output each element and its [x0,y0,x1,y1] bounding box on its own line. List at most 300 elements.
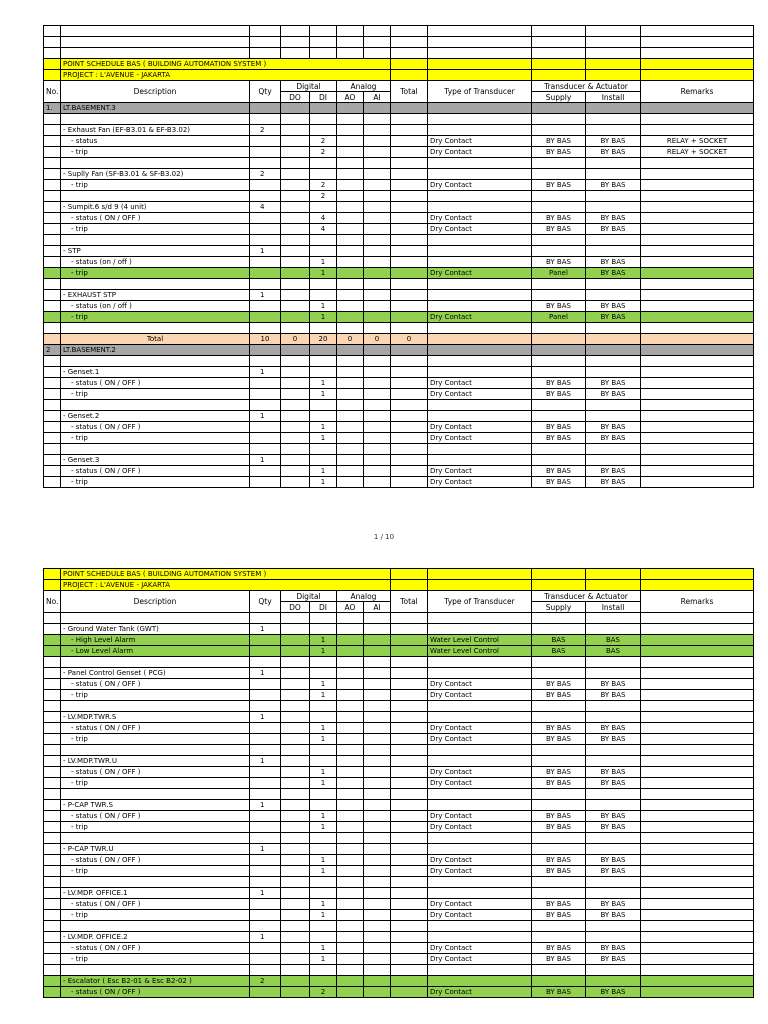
row-ai [364,811,391,822]
empty-cell [428,70,532,81]
row-transducer-type [428,411,532,422]
row-qty [250,213,281,224]
empty-cell [641,789,754,800]
row-qty [250,899,281,910]
row-install: BY BAS [586,987,641,998]
row-no [44,147,61,158]
empty-cell [428,37,532,48]
empty-cell [428,613,532,624]
row-do [281,378,310,389]
document-title: POINT SCHEDULE BAS ( BUILDING AUTOMATION SYSTEM ) [61,59,391,70]
row-description: - status ( ON / OFF ) [61,943,250,954]
empty-cell [641,657,754,668]
row-di: 2 [310,147,337,158]
row-supply: Panel [532,268,586,279]
row-ai [364,268,391,279]
row-ao [337,378,364,389]
row-ai [364,378,391,389]
row-supply: BY BAS [532,987,586,998]
blank-row [44,37,754,48]
row-description: - trip [61,268,250,279]
row-qty [250,723,281,734]
row-ai [364,723,391,734]
empty-cell [44,114,61,125]
table-row [44,822,754,833]
empty-cell [532,745,586,756]
empty-cell [61,114,250,125]
row-install [586,888,641,899]
empty-cell [281,613,310,624]
row-remarks [641,213,754,224]
table-row [44,191,754,202]
row-transducer-type: Dry Contact [428,855,532,866]
row-install: BY BAS [586,943,641,954]
row-remarks [641,888,754,899]
row-qty [250,301,281,312]
row-qty [250,147,281,158]
empty-cell [428,569,532,580]
row-no [44,679,61,690]
row-description: - Ground Water Tank (GWT) [61,624,250,635]
row-ai [364,987,391,998]
empty-cell [61,921,250,932]
total-row [44,334,754,345]
bas-point-schedule-page-2 [43,568,754,998]
row-description: - trip [61,734,250,745]
row-total [391,866,428,877]
row-do [281,866,310,877]
row-do [281,147,310,158]
row-supply [532,800,586,811]
row-ai [364,712,391,723]
empty-cell [44,877,61,888]
row-no [44,334,61,345]
row-transducer-type [428,246,532,257]
row-supply: BY BAS [532,954,586,965]
row-no [44,712,61,723]
row-ai [364,855,391,866]
empty-cell [250,613,281,624]
blank-row [44,613,754,624]
row-total [391,712,428,723]
empty-cell [364,37,391,48]
empty-cell [391,877,428,888]
blank-row [44,114,754,125]
row-ai [364,477,391,488]
empty-cell [61,444,250,455]
row-total [391,147,428,158]
row-di: 1 [310,943,337,954]
table-row [44,301,754,312]
row-no [44,389,61,400]
empty-cell [586,37,641,48]
row-transducer-type: Dry Contact [428,268,532,279]
row-remarks [641,635,754,646]
table-row [44,976,754,987]
row-no [44,932,61,943]
row-supply: BY BAS [532,690,586,701]
row-ao [337,888,364,899]
row-description: - LV.MDP.TWR.U [61,756,250,767]
blank-row [44,400,754,411]
row-supply: BY BAS [532,257,586,268]
empty-cell [337,657,364,668]
empty-cell [44,569,61,580]
table-row [44,844,754,855]
row-remarks [641,954,754,965]
row-do [281,125,310,136]
empty-cell [61,789,250,800]
row-transducer-type: Dry Contact [428,312,532,323]
row-supply: Panel [532,312,586,323]
row-transducer-type [428,668,532,679]
empty-cell [250,48,281,59]
col-qty: Qty [250,81,281,103]
row-ai [364,191,391,202]
row-install: BY BAS [586,679,641,690]
row-total [391,290,428,301]
row-ao [337,433,364,444]
row-install: BY BAS [586,257,641,268]
row-remarks [641,778,754,789]
row-do [281,712,310,723]
project-name: PROJECT : L'AVENUE - JAKARTA [61,580,391,591]
col-qty: Qty [250,591,281,613]
blank-row [44,789,754,800]
row-di: 1 [310,312,337,323]
table-row [44,943,754,954]
empty-cell [61,356,250,367]
row-total [391,389,428,400]
title-row [44,59,754,70]
row-ai [364,778,391,789]
row-qty [250,312,281,323]
row-no [44,422,61,433]
col-analog: Analog [337,591,391,602]
row-description: - trip [61,866,250,877]
row-do [281,910,310,921]
row-ao [337,147,364,158]
row-total [391,202,428,213]
empty-cell [61,48,250,59]
col-transducer-actuator: Transducer & Actuator [532,591,641,602]
row-install: BY BAS [586,433,641,444]
row-no [44,301,61,312]
empty-cell [44,701,61,712]
row-total [391,257,428,268]
row-install: BY BAS [586,389,641,400]
row-do [281,899,310,910]
row-qty: 1 [250,290,281,301]
row-description: - status ( ON / OFF ) [61,767,250,778]
row-ao [337,345,364,356]
row-description: - Genset.3 [61,455,250,466]
empty-cell [532,356,586,367]
row-do [281,888,310,899]
row-di: 20 [310,334,337,345]
row-supply: BY BAS [532,301,586,312]
row-qty [250,646,281,657]
row-no [44,910,61,921]
empty-cell [250,279,281,290]
empty-cell [532,279,586,290]
row-ai [364,312,391,323]
row-total [391,103,428,114]
row-install: BY BAS [586,301,641,312]
row-no [44,268,61,279]
row-total [391,411,428,422]
row-do [281,224,310,235]
row-do [281,954,310,965]
row-no [44,257,61,268]
table-row [44,147,754,158]
row-ai [364,976,391,987]
row-do [281,169,310,180]
row-total [391,224,428,235]
empty-cell [641,701,754,712]
row-total [391,125,428,136]
row-transducer-type [428,932,532,943]
empty-cell [310,37,337,48]
row-supply: BY BAS [532,389,586,400]
empty-cell [281,877,310,888]
empty-cell [391,26,428,37]
empty-cell [337,37,364,48]
empty-cell [641,613,754,624]
col-type: Type of Transducer [428,81,532,103]
row-no [44,466,61,477]
row-di [310,455,337,466]
row-ai [364,433,391,444]
empty-cell [391,70,428,81]
row-ai [364,910,391,921]
empty-cell [250,921,281,932]
empty-cell [428,921,532,932]
row-ao [337,954,364,965]
row-qty: 2 [250,169,281,180]
table-row [44,910,754,921]
row-ai [364,668,391,679]
row-remarks [641,767,754,778]
empty-cell [641,26,754,37]
row-ao [337,169,364,180]
row-transducer-type [428,257,532,268]
row-do [281,422,310,433]
row-description: - LV.MDP.TWR.S [61,712,250,723]
row-remarks [641,943,754,954]
empty-cell [532,70,586,81]
table-row [44,668,754,679]
row-qty: 1 [250,246,281,257]
row-supply: BAS [532,646,586,657]
row-install: BY BAS [586,477,641,488]
row-remarks [641,477,754,488]
row-remarks [641,466,754,477]
empty-cell [310,279,337,290]
empty-cell [364,279,391,290]
blank-row [44,26,754,37]
row-install: BY BAS [586,268,641,279]
row-total [391,213,428,224]
row-ai [364,213,391,224]
blank-row [44,444,754,455]
row-transducer-type: Dry Contact [428,734,532,745]
empty-cell [641,323,754,334]
row-description: - trip [61,312,250,323]
row-do [281,635,310,646]
table-row [44,646,754,657]
col-do: DO [281,602,310,613]
row-install [586,411,641,422]
row-description: - status ( ON / OFF ) [61,855,250,866]
row-total [391,734,428,745]
row-no [44,646,61,657]
row-do [281,767,310,778]
empty-cell [428,657,532,668]
empty-cell [44,921,61,932]
empty-cell [281,48,310,59]
row-qty [250,734,281,745]
empty-cell [586,400,641,411]
row-remarks [641,822,754,833]
row-ao [337,646,364,657]
empty-cell [310,48,337,59]
empty-cell [281,444,310,455]
empty-cell [586,701,641,712]
row-di: 1 [310,635,337,646]
row-ao [337,844,364,855]
row-transducer-type: Dry Contact [428,899,532,910]
row-supply: BY BAS [532,866,586,877]
row-ai [364,756,391,767]
row-remarks [641,290,754,301]
row-install [586,624,641,635]
empty-cell [641,745,754,756]
row-di: 1 [310,954,337,965]
empty-cell [428,279,532,290]
row-di [310,976,337,987]
empty-cell [532,921,586,932]
empty-cell [586,745,641,756]
empty-cell [428,114,532,125]
row-remarks [641,202,754,213]
row-supply [532,202,586,213]
row-no [44,866,61,877]
row-transducer-type [428,367,532,378]
row-remarks [641,301,754,312]
row-transducer-type [428,334,532,345]
empty-cell [44,48,61,59]
empty-cell [428,580,532,591]
row-di: 1 [310,822,337,833]
row-ai: 0 [364,334,391,345]
table-row [44,723,754,734]
empty-cell [44,745,61,756]
row-do [281,246,310,257]
row-supply [532,455,586,466]
row-remarks [641,899,754,910]
empty-cell [281,921,310,932]
row-ao [337,756,364,767]
row-remarks [641,191,754,202]
row-description: LT.BASEMENT.2 [61,345,250,356]
empty-cell [310,701,337,712]
row-supply [532,334,586,345]
row-ao [337,855,364,866]
row-remarks [641,103,754,114]
row-transducer-type [428,844,532,855]
empty-cell [61,26,250,37]
empty-cell [310,235,337,246]
row-do [281,301,310,312]
empty-cell [337,789,364,800]
row-do [281,987,310,998]
row-ao [337,466,364,477]
empty-cell [586,613,641,624]
empty-cell [337,26,364,37]
empty-cell [337,158,364,169]
row-qty [250,180,281,191]
row-no [44,734,61,745]
blank-row [44,657,754,668]
row-total [391,778,428,789]
row-no [44,800,61,811]
row-do [281,679,310,690]
row-transducer-type [428,976,532,987]
row-qty: 10 [250,334,281,345]
row-transducer-type [428,455,532,466]
row-transducer-type: Water Level Control [428,646,532,657]
empty-cell [391,789,428,800]
row-qty: 1 [250,668,281,679]
row-ai [364,224,391,235]
row-ao [337,987,364,998]
row-transducer-type [428,290,532,301]
row-supply: BY BAS [532,180,586,191]
row-transducer-type: Dry Contact [428,767,532,778]
row-description: - Exhaust Fan (EF-B3.01 & EF-B3.02) [61,125,250,136]
row-ao [337,778,364,789]
row-supply: BY BAS [532,822,586,833]
empty-cell [641,70,754,81]
row-ao [337,822,364,833]
row-total [391,822,428,833]
row-di: 1 [310,778,337,789]
row-di: 1 [310,389,337,400]
empty-cell [310,789,337,800]
row-ai [364,422,391,433]
row-ai [364,624,391,635]
row-transducer-type [428,712,532,723]
row-remarks [641,334,754,345]
empty-cell [61,613,250,624]
row-do [281,103,310,114]
row-ao [337,224,364,235]
empty-cell [337,921,364,932]
row-transducer-type [428,191,532,202]
row-install: BY BAS [586,136,641,147]
empty-cell [364,26,391,37]
row-description: - status [61,136,250,147]
row-ai [364,954,391,965]
column-header-row [44,591,754,602]
row-total [391,690,428,701]
row-supply: BAS [532,635,586,646]
row-supply [532,668,586,679]
empty-cell [337,279,364,290]
empty-cell [364,235,391,246]
empty-cell [532,235,586,246]
